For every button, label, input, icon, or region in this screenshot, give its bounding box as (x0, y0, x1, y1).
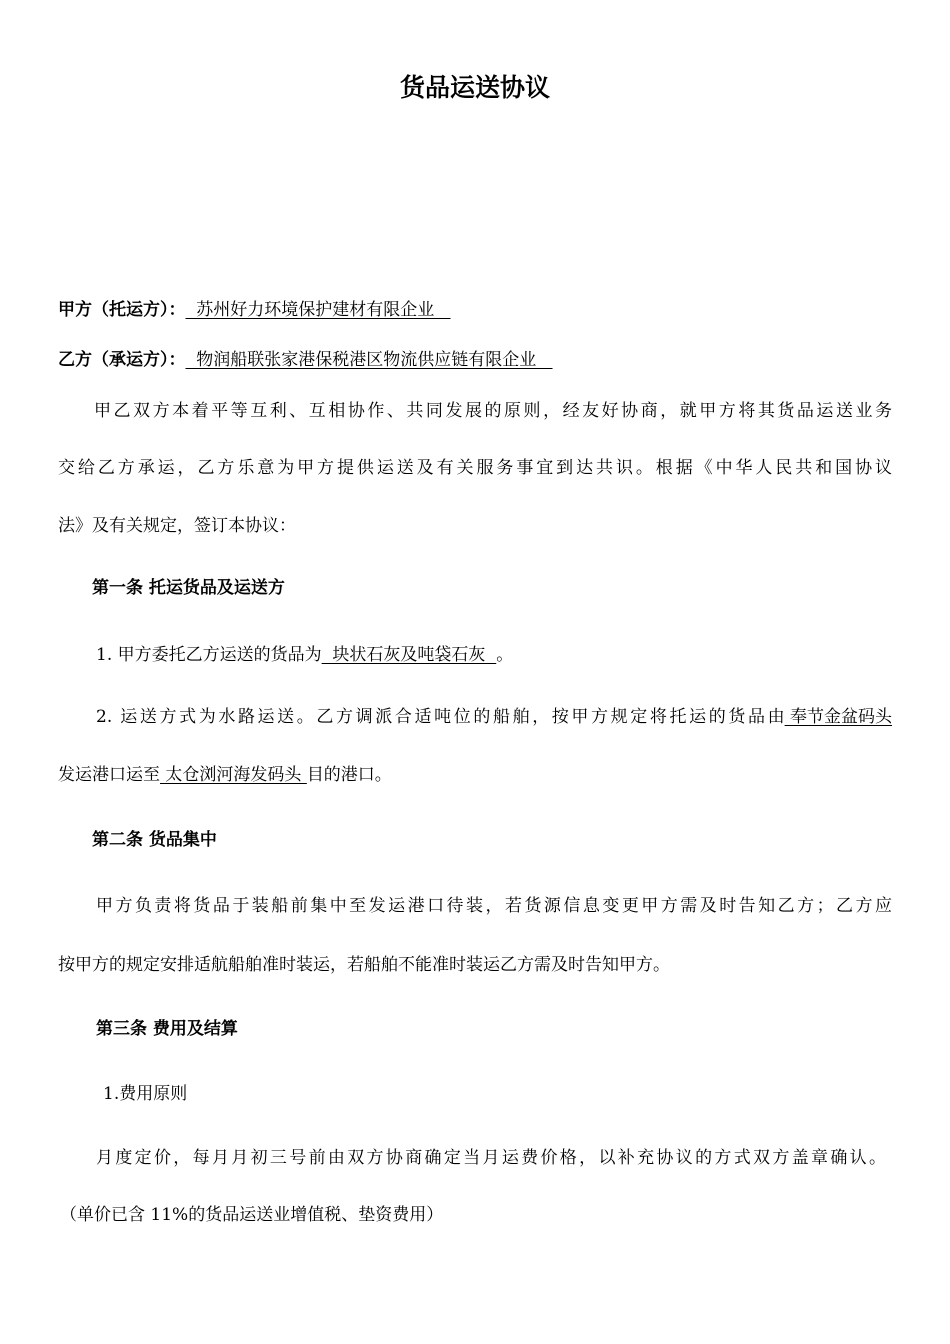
article-3-line-2: （单价已含 11%的货品运送业增值税、垫资费用） (60, 1205, 444, 1225)
article-1-destination-port: 太仓浏河海发码头 (160, 765, 307, 785)
article-1-heading: 第一条 托运货品及运送方 (92, 578, 285, 598)
party-b-line (58, 348, 553, 372)
document-title: 货品运送协议 (399, 73, 550, 102)
article-1-item-2-line-2-prefix: 发运港口运至 (58, 765, 160, 785)
article-1-item-1-suffix: 。 (496, 645, 514, 665)
party-a-name: 苏州好力环境保护建材有限企业 (185, 300, 451, 320)
article-2-line-2: 按甲方的规定安排适航船舶准时装运，若船舶不能准时装运乙方需及时告知甲方。 (58, 955, 670, 975)
party-b-label: 乙方（承运方）： (58, 350, 186, 370)
article-3-heading: 第三条 费用及结算 (96, 1019, 238, 1039)
article-1-goods: 块状石灰及吨袋石灰 (321, 645, 497, 665)
intro-paragraph-line-1: 甲乙双方本着平等互利、互相协作、共同发展的原则，经友好协商，就甲方将其货品运送业务 (94, 401, 892, 421)
article-2-line-1: 甲方负责将货品于装船前集中至发运港口待装，若货源信息变更甲方需及时告知乙方；乙方应 (96, 896, 892, 916)
article-1-item-1 (96, 643, 513, 667)
article-3-line-1: 月度定价，每月月初三号前由双方协商确定当月运费价格，以补充协议的方式双方盖章确认。 (96, 1148, 886, 1168)
article-1-item-2-line-2 (58, 763, 392, 787)
article-1-item-2-line-1 (96, 705, 892, 729)
article-3-item-1: 1.费用原则 (103, 1084, 188, 1104)
party-b-name: 物润船联张家港保税港区物流供应链有限企业 (185, 350, 553, 370)
article-1-origin-port: 奉节金盆码头 (784, 707, 892, 727)
article-1-item-2-prefix: 2. 运送方式为水路运送。乙方调派合适吨位的船舶，按甲方规定将托运的货品由 (96, 707, 785, 727)
intro-paragraph-line-3: 法》及有关规定，签订本协议： (58, 516, 296, 536)
party-a-label: 甲方（托运方）： (58, 300, 186, 320)
article-2-heading: 第二条 货品集中 (92, 830, 217, 850)
intro-paragraph-line-2: 交给乙方承运，乙方乐意为甲方提供运送及有关服务事宜到达共识。根据《中华人民共和国协议 (58, 458, 892, 478)
article-1-item-1-prefix: 1. 甲方委托乙方运送的货品为 (96, 645, 322, 665)
party-a-line (58, 298, 451, 322)
article-1-item-2-line-2-suffix: 目的港口。 (306, 765, 392, 785)
